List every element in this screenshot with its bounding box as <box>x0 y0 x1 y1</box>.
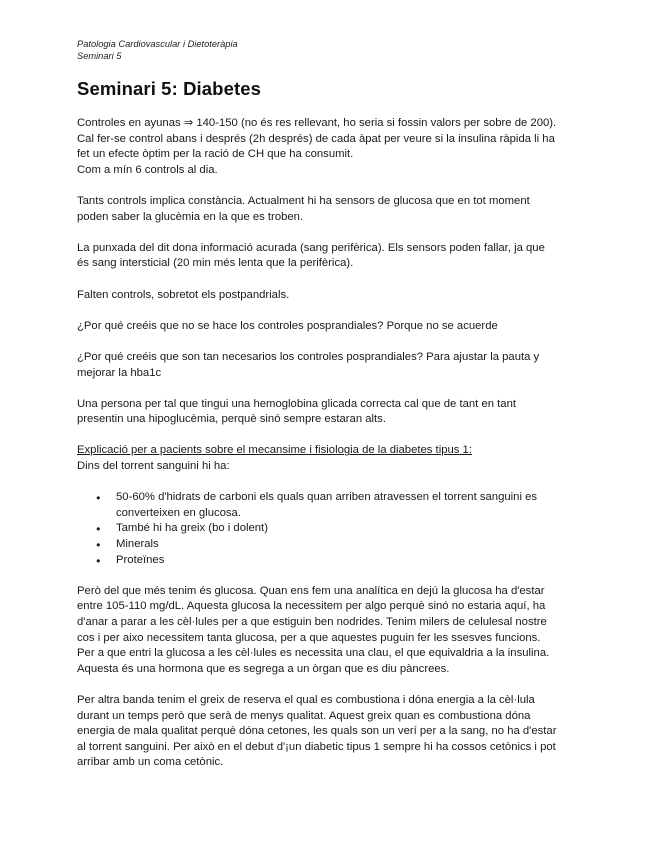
text-line: Controles en ayunas ⇒ 140-150 (no és res rellevant, ho seria si fossin valors per sobre de 200). <box>77 117 557 129</box>
paragraph-reserve-fat <box>77 693 587 771</box>
text-line: durant un temps però que serà de menys qualitat. Aquest greix quan es combustiona dóna <box>77 709 531 722</box>
text-line: presentin una hipoglucèmia, perquè sinó sempre estaran alts. <box>77 413 386 426</box>
text-line: fet un efecte òptim per la ració de CH que ha consumit. <box>77 148 354 161</box>
paragraph-constancy <box>77 194 587 225</box>
text-line: Per altra banda tenim el greix de reserva el qual es combustiona i dóna energia a la cèl·lula <box>77 693 535 706</box>
paragraph-missing-controls <box>77 288 587 304</box>
text-line: Aquesta és una hormona que es segrega a un òrgan que es diu pàncrees. <box>77 662 450 675</box>
list-item <box>77 537 587 553</box>
header-course: Patologia Cardiovascular i Dietoteràpia <box>77 39 238 49</box>
text-line: Però del que més tenim és glucosa. Quan ens fem una analítica en dejú la glucosa ha d'estar <box>77 584 545 597</box>
text-line: Falten controls, sobretot els postpandrials. <box>77 288 290 301</box>
text-line: Dins del torrent sanguini hi ha: <box>77 460 230 473</box>
text-line: energia de mala qualitat perquè dóna cetones, les quals son un verí per a la sang, no ha d'estar <box>77 725 557 738</box>
bullet-list <box>77 490 587 568</box>
paragraph-hemoglobin <box>77 397 587 428</box>
paragraph-controls <box>77 116 587 178</box>
text-line: converteixen en glucosa. <box>116 506 241 519</box>
text-line: entre 105-110 mg/dL. Aquesta glucosa la necessitem per algo perquè sinó no estaria aquí, ha <box>77 600 546 613</box>
text-line: Una persona per tal que tingui una hemoglobina glicada correcta cal que de tant en tant <box>77 397 516 410</box>
text-line: ● Minerals <box>116 538 159 551</box>
text-line: Com a mín 6 controls al dia. <box>77 163 218 176</box>
text-line: Per a que entri la glucosa a les cèl·lules es necessita una clau, el que equivaldria a la insulina. <box>77 647 550 660</box>
text-line: al torrent sanguini. Per això en el debut d'¡un diabetic tipus 1 sempre hi ha cossos cetònics i pot <box>77 740 556 753</box>
text-line: arribar amb un coma cetònic. <box>77 756 224 769</box>
text-line: ● També hi ha greix (bo i dolent) <box>116 522 268 535</box>
paragraph-finger-prick <box>77 241 587 272</box>
text-line: Tants controls implica constància. Actualment hi ha sensors de glucosa que en tot moment <box>77 194 530 207</box>
page-title: Seminari 5: Diabetes <box>77 78 261 99</box>
list-item <box>77 553 587 569</box>
text-line: ● 50-60% d'hidrats de carboni els quals quan arriben atravessen el torrent sanguini es <box>116 491 538 504</box>
text-line: d'anar a parar a les cèl·lules per a que estiguin ben nodrides. Tenim milers de celulesal nostre <box>77 616 547 628</box>
paragraph-question-1 <box>77 319 587 335</box>
text-line: ¿Por qué creéis que son tan necesarios los controles posprandiales? Para ajustar la pauta y <box>77 350 540 363</box>
text-line: ¿Por qué creéis que no se hace los controles posprandiales? Porque no se acuerde <box>77 319 498 332</box>
text-line: La punxada del dit dona informació acurada (sang perifèrica). Els sensors poden fallar, ja que <box>77 241 545 254</box>
paragraph-explanation <box>77 443 587 474</box>
text-line: poden saber la glucèmia en la que es troben. <box>77 210 304 223</box>
text-line: Cal fer-se control abans i després (2h després) de cada àpat per veure si la insulina ràpida li ha <box>77 132 555 145</box>
paragraph-question-2 <box>77 350 587 381</box>
header-seminar: Seminari 5 <box>77 51 122 61</box>
section-heading: Explicació per a pacients sobre el mecansime i fisiologia de la diabetes tipus 1: <box>77 444 472 457</box>
page-header <box>77 38 238 62</box>
text-line: mejorar la hba1c <box>77 366 162 379</box>
list-item <box>77 490 587 521</box>
paragraph-glucose <box>77 584 587 678</box>
document-body <box>77 116 587 787</box>
list-item <box>77 521 587 537</box>
text-line: ● Proteïnes <box>116 553 165 566</box>
text-line: és sang intersticial (20 min més lenta que la perifèrica). <box>77 257 354 270</box>
text-line: cos i per aixo necessitem tanta glucosa, per a que aquestes puguin fer les ssesves funcions. <box>77 631 541 644</box>
